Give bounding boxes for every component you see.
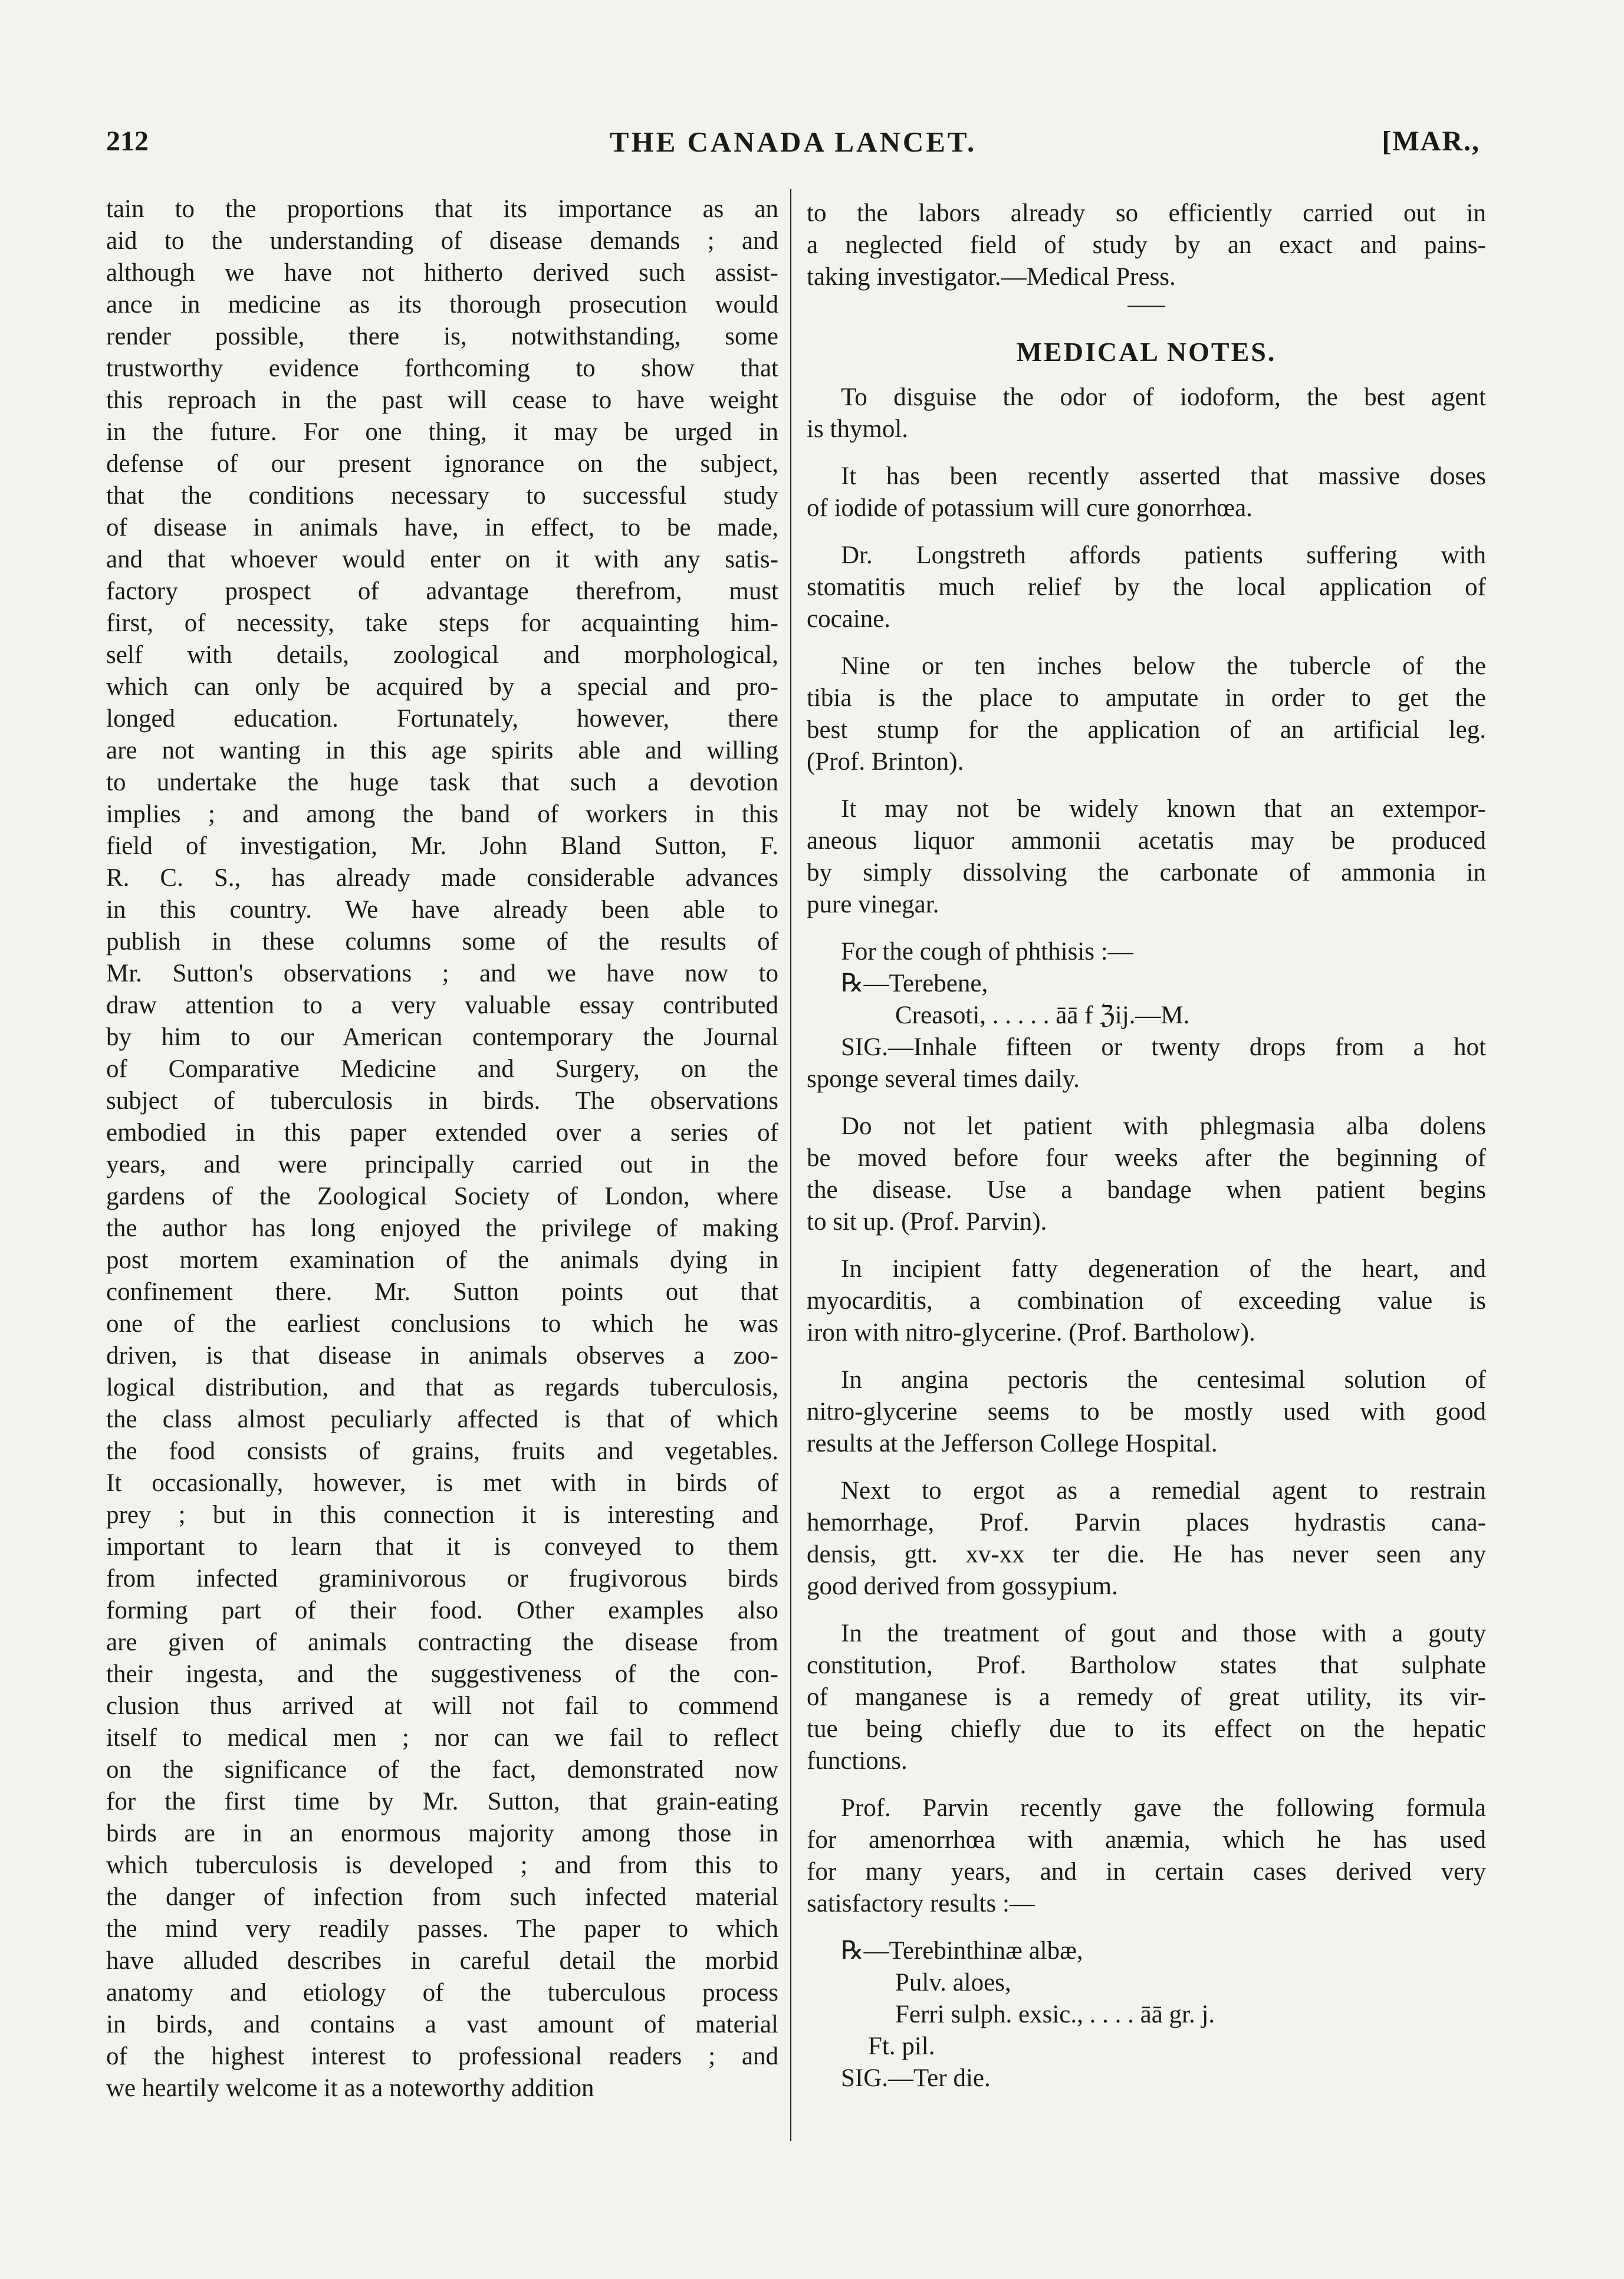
text-line: best stump for the application of an artificial leg. xyxy=(807,716,1486,744)
rx-line: ℞—Terebinthinæ albæ, xyxy=(841,1937,1083,1965)
text-line: by him to our American contemporary the Journal xyxy=(106,1023,778,1051)
prescription-cough xyxy=(807,936,1486,1032)
text-line: iron with nitro-glycerine. (Prof. Bartholow). xyxy=(807,1319,1255,1347)
text-line: functions. xyxy=(807,1747,908,1775)
text-line: good derived from gossypium. xyxy=(807,1572,1118,1600)
text-line: (Prof. Brinton). xyxy=(807,748,964,776)
rx-line: Pulv. aloes, xyxy=(895,1969,1011,1996)
text-line: constitution, Prof. Bartholow states that sulphate xyxy=(807,1651,1486,1679)
text-line: important to learn that it is conveyed to them xyxy=(106,1533,778,1561)
text-line: driven, is that disease in animals observes a zoo- xyxy=(106,1342,778,1370)
text-line: are not wanting in this age spirits able and willing xyxy=(106,737,778,764)
journal-title: THE CANADA LANCET. xyxy=(609,126,977,158)
text-line: in this country. We have already been able to xyxy=(106,896,778,924)
text-line: to undertake the huge task that such a devotion xyxy=(106,769,778,796)
medical-note xyxy=(807,1618,1486,1777)
text-line: we heartily welcome it as a noteworthy addition xyxy=(106,2074,594,2102)
text-line: SIG.—Inhale fifteen or twenty drops from a hot xyxy=(841,1033,1486,1061)
text-line: Dr. Longstreth affords patients suffering with xyxy=(841,541,1486,569)
prescription-amenorrhoea xyxy=(807,1935,1486,2094)
column-divider xyxy=(790,189,791,2141)
rx-line: Ferri sulph. exsic., . . . . āā gr. j. xyxy=(895,2001,1215,2028)
text-line: the author has long enjoyed the privilege of making xyxy=(106,1214,778,1242)
left-column xyxy=(106,193,778,2104)
text-line: implies ; and among the band of workers in this xyxy=(106,800,778,828)
medical-note xyxy=(807,1792,1486,1920)
text-line: Next to ergot as a remedial agent to restrain xyxy=(841,1477,1486,1505)
text-line: field of investigation, Mr. John Bland Sutton, F. xyxy=(106,832,778,860)
text-line: by simply dissolving the carbonate of ammonia in xyxy=(807,859,1486,886)
text-line: ance in medicine as its thorough prosecution would xyxy=(106,291,778,318)
text-line: longed education. Fortunately, however, there xyxy=(106,705,778,733)
text-line: that the conditions necessary to successful study xyxy=(106,482,778,510)
medical-note xyxy=(807,382,1486,445)
text-line: embodied in this paper extended over a series of xyxy=(106,1119,778,1147)
text-line: defense of our present ignorance on the subject, xyxy=(106,450,778,478)
text-line: this reproach in the past will cease to have weight xyxy=(106,386,778,414)
text-line: one of the earliest conclusions to which he was xyxy=(106,1310,778,1338)
text-line: clusion thus arrived at will not fail to commend xyxy=(106,1692,778,1720)
text-line: which tuberculosis is developed ; and from this to xyxy=(106,1851,778,1879)
text-line: In the treatment of gout and those with a gouty xyxy=(841,1620,1486,1647)
text-line: in the future. For one thing, it may be urged in xyxy=(106,418,778,446)
text-line: self with details, zoological and morphological, xyxy=(106,641,778,669)
section-title: MEDICAL NOTES. xyxy=(1016,337,1277,367)
text-line: birds are in an enormous majority among those in xyxy=(106,1820,778,1847)
text-line: from infected graminivorous or frugivorous birds xyxy=(106,1565,778,1592)
text-line: is thymol. xyxy=(807,415,909,443)
text-line: the danger of infection from such infected material xyxy=(106,1883,778,1911)
prescription-sig xyxy=(807,1032,1486,1095)
text-line: have alluded describes in careful detail the morbid xyxy=(106,1947,778,1975)
text-line: render possible, there is, notwithstanding, some xyxy=(106,323,778,350)
text-line: post mortem examination of the animals dying in xyxy=(106,1246,778,1274)
text-line: their ingesta, and the suggestiveness of the con- xyxy=(106,1660,778,1688)
text-line: tue being chiefly due to its effect on the hepatic xyxy=(807,1715,1486,1743)
text-line: although we have not hitherto derived such assist- xyxy=(106,259,778,287)
text-line: satisfactory results :— xyxy=(807,1890,1035,1917)
text-line: aneous liquor ammonii acetatis may be produced xyxy=(807,827,1486,855)
text-line: to sit up. (Prof. Parvin). xyxy=(807,1208,1047,1236)
text-line: of disease in animals have, in effect, to be made, xyxy=(106,514,778,541)
text-line: for many years, and in certain cases derived very xyxy=(807,1858,1486,1886)
medical-note xyxy=(807,1475,1486,1602)
rx-line: Creasoti, . . . . . āā f ℨij.—M. xyxy=(895,1001,1190,1029)
text-line: of manganese is a remedy of great utility, its vir- xyxy=(807,1683,1486,1711)
text-line: to the labors already so efficiently carried out in xyxy=(807,199,1486,227)
text-line: logical distribution, and that as regards tuberculosis, xyxy=(106,1374,778,1401)
rx-sig: SIG.—Ter die. xyxy=(841,2064,991,2092)
text-line: first, of necessity, take steps for acquainting him- xyxy=(106,609,778,637)
text-line: confinement there. Mr. Sutton points out that xyxy=(106,1278,778,1306)
text-line: of iodide of potassium will cure gonorrhœa. xyxy=(807,494,1252,522)
text-line: nitro-glycerine seems to be mostly used with good xyxy=(807,1398,1486,1426)
text-line: It has been recently asserted that massive doses xyxy=(841,462,1486,490)
text-line: on the significance of the fact, demonstrated now xyxy=(106,1756,778,1784)
medical-notes-group-2 xyxy=(807,1095,1486,1935)
text-line: and that whoever would enter on it with any satis- xyxy=(106,546,778,573)
rx-line: ℞—Terebene, xyxy=(841,970,988,997)
text-line: In incipient fatty degeneration of the heart, and xyxy=(841,1255,1486,1283)
medical-note xyxy=(807,1364,1486,1460)
text-line: the food consists of grains, fruits and vegetables. xyxy=(106,1437,778,1465)
text-line: results at the Jefferson College Hospital. xyxy=(807,1430,1218,1457)
text-line: Mr. Sutton's observations ; and we have now to xyxy=(106,960,778,987)
text-line: of the highest interest to professional readers ; and xyxy=(106,2042,778,2070)
text-line: years, and were principally carried out in the xyxy=(106,1151,778,1178)
text-line: forming part of their food. Other examples also xyxy=(106,1597,778,1624)
issue-month: [MAR., xyxy=(1382,126,1480,157)
text-line: the mind very readily passes. The paper to which xyxy=(106,1915,778,1943)
text-line: sponge several times daily. xyxy=(807,1065,1080,1093)
text-line: To disguise the odor of iodoform, the best agent xyxy=(841,383,1486,411)
medical-notes-group-1 xyxy=(807,382,1486,936)
text-line: draw attention to a very valuable essay contributed xyxy=(106,991,778,1019)
text-line: in birds, and contains a vast amount of material xyxy=(106,2011,778,2038)
text-line: It may not be widely known that an extempor- xyxy=(841,795,1486,823)
text-line: densis, gtt. xv-xx ter die. He has never seen any xyxy=(807,1541,1486,1568)
medical-note xyxy=(807,793,1486,921)
text-line: stomatitis much relief by the local application of xyxy=(807,573,1486,601)
running-header xyxy=(106,125,1480,178)
text-line: be moved before four weeks after the beginning of xyxy=(807,1144,1486,1172)
text-line: the class almost peculiarly affected is that of which xyxy=(106,1406,778,1433)
rx-intro: For the cough of phthisis :— xyxy=(841,938,1133,966)
medical-note xyxy=(807,1111,1486,1238)
text-line: tibia is the place to amputate in order to get the xyxy=(807,684,1486,712)
text-line: itself to medical men ; nor can we fail to reflect xyxy=(106,1724,778,1752)
text-line: myocarditis, a combination of exceeding value is xyxy=(807,1287,1486,1315)
text-line: tain to the proportions that its importance as an xyxy=(106,195,778,223)
text-line: subject of tuberculosis in birds. The observations xyxy=(106,1087,778,1115)
text-line: which can only be acquired by a special and pro- xyxy=(106,673,778,701)
text-line: for the first time by Mr. Sutton, that grain-eating xyxy=(106,1788,778,1815)
text-line: prey ; but in this connection it is interesting and xyxy=(106,1501,778,1529)
text-line: taking investigator.—Medical Press. xyxy=(807,263,1176,291)
text-line: are given of animals contracting the disease from xyxy=(106,1628,778,1656)
text-line: publish in these columns some of the results of xyxy=(106,928,778,955)
section-divider-mark: ⸺ xyxy=(1126,291,1166,318)
text-line: factory prospect of advantage therefrom, must xyxy=(106,577,778,605)
text-line: In angina pectoris the centesimal solution of xyxy=(841,1366,1486,1394)
text-line: Nine or ten inches below the tubercle of the xyxy=(841,652,1486,680)
text-line: cocaine. xyxy=(807,605,891,633)
text-line: pure vinegar. xyxy=(807,891,939,918)
rx-line: Ft. pil. xyxy=(868,2032,935,2060)
text-line: Prof. Parvin recently gave the following formula xyxy=(841,1794,1486,1822)
text-line: the disease. Use a bandage when patient begins xyxy=(807,1176,1486,1204)
page-number: 212 xyxy=(106,126,149,157)
medical-note xyxy=(807,461,1486,524)
text-line: anatomy and etiology of the tuberculous process xyxy=(106,1979,778,2007)
medical-note xyxy=(807,1253,1486,1349)
text-line: gardens of the Zoological Society of London, where xyxy=(106,1183,778,1210)
medical-note xyxy=(807,540,1486,635)
text-line: trustworthy evidence forthcoming to show that xyxy=(106,354,778,382)
right-column xyxy=(807,198,1486,2094)
text-line: a neglected field of study by an exact and pains- xyxy=(807,231,1486,259)
medical-note xyxy=(807,651,1486,778)
text-line: of Comparative Medicine and Surgery, on the xyxy=(106,1055,778,1083)
text-line: aid to the understanding of disease demands ; and xyxy=(106,227,778,255)
text-line: for amenorrhœa with anæmia, which he has used xyxy=(807,1826,1486,1854)
text-line: hemorrhage, Prof. Parvin places hydrastis cana- xyxy=(807,1509,1486,1536)
text-line: Do not let patient with phlegmasia alba dolens xyxy=(841,1112,1486,1140)
article-paragraph xyxy=(106,193,778,2104)
text-line: R. C. S., has already made considerable advances xyxy=(106,864,778,892)
text-line: It occasionally, however, is met with in birds of xyxy=(106,1469,778,1497)
continuation-paragraph xyxy=(807,198,1486,293)
